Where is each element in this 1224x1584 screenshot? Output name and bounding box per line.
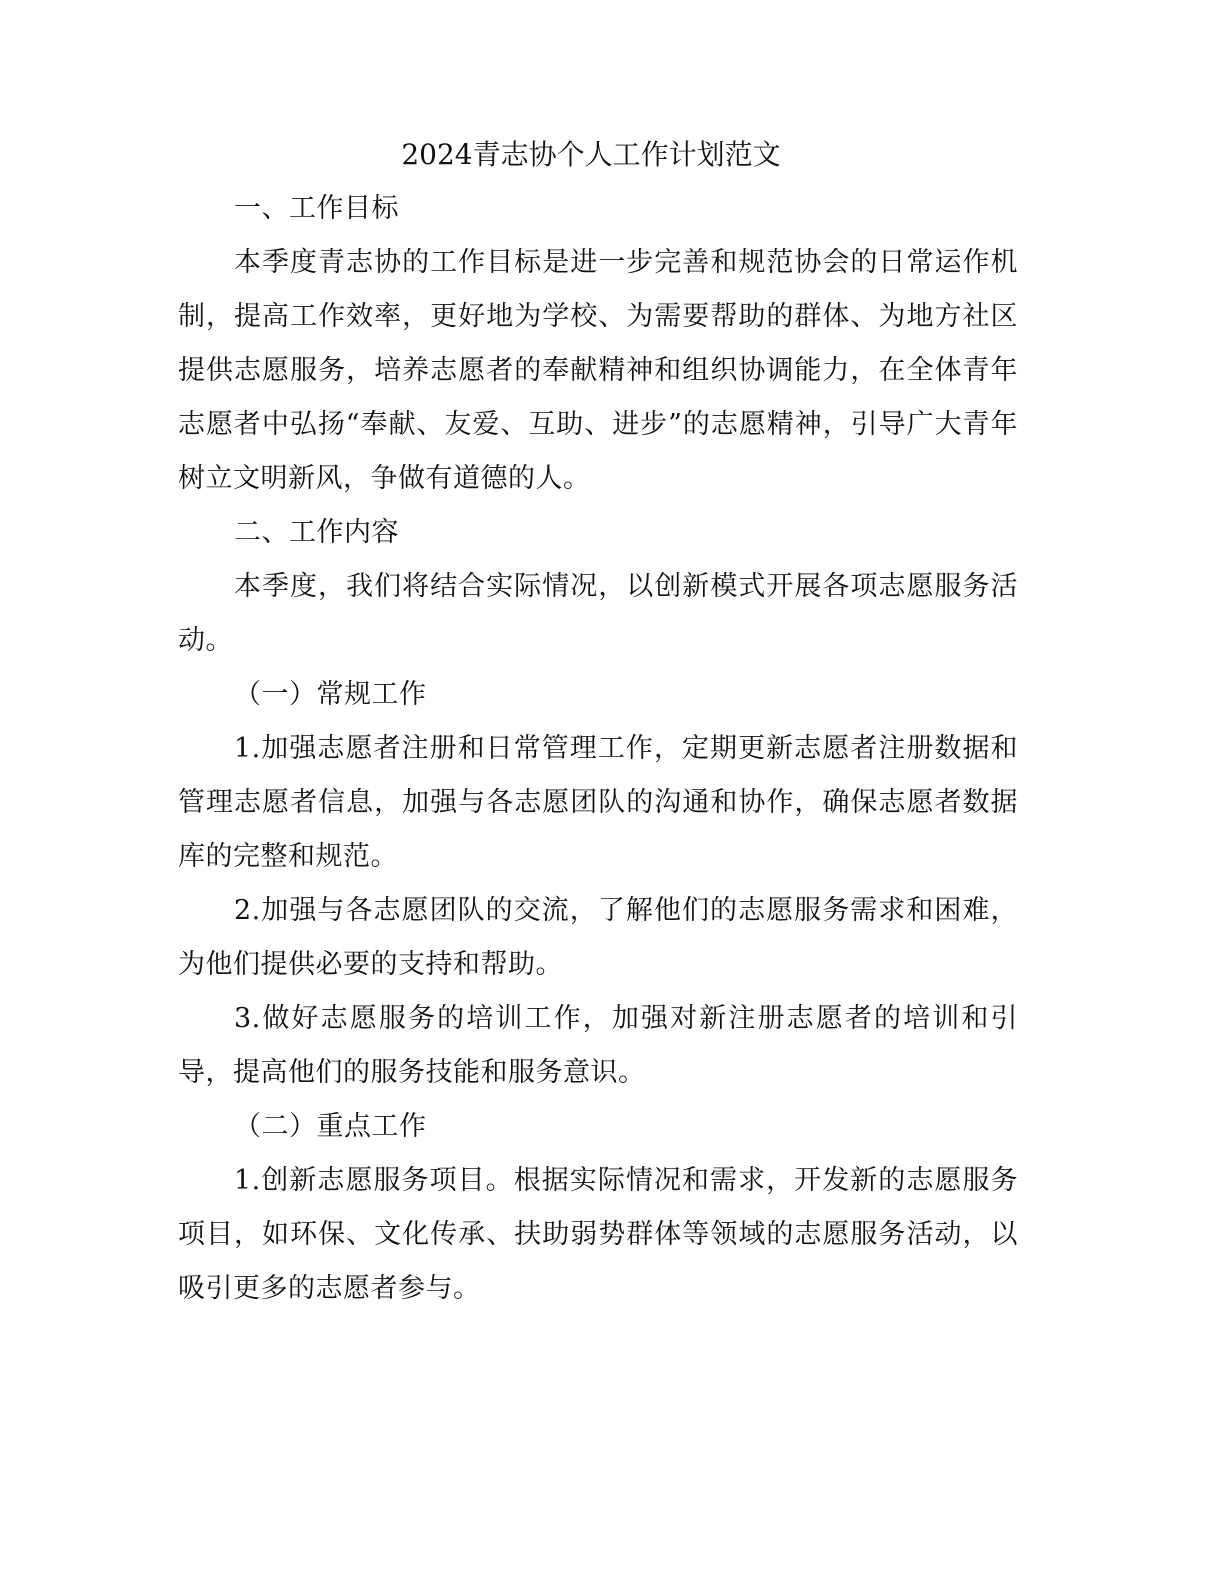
paragraph-routine-1: 1.加强志愿者注册和日常管理工作，定期更新志愿者注册数据和管理志愿者信息，加强与各志愿团队的沟通和协作，确保志愿者数据库的完整和规范。 <box>178 733 1018 872</box>
section-heading-content: 二、工作内容 <box>234 517 399 548</box>
subheading-routine-work: （一）常规工作 <box>234 679 427 710</box>
paragraph-content-intro: 本季度，我们将结合实际情况，以创新模式开展各项志愿服务活动。 <box>178 571 1018 656</box>
paragraph-routine-3: 3.做好志愿服务的培训工作，加强对新注册志愿者的培训和引导，提高他们的服务技能和服务意识。 <box>178 1003 1018 1088</box>
document-title: 2024青志协个人工作计划范文 <box>401 138 781 171</box>
document-page <box>178 128 1018 1316</box>
paragraph-key-1: 1.创新志愿服务项目。根据实际情况和需求，开发新的志愿服务项目，如环保、文化传承、扶助弱势群体等领域的志愿服务活动，以吸引更多的志愿者参与。 <box>178 1165 1018 1304</box>
section-heading-goals: 一、工作目标 <box>234 193 399 224</box>
paragraph-routine-2: 2.加强与各志愿团队的交流，了解他们的志愿服务需求和困难，为他们提供必要的支持和帮助。 <box>178 895 1018 980</box>
paragraph-goals: 本季度青志协的工作目标是进一步完善和规范协会的日常运作机制，提高工作效率，更好地为学校、为需要帮助的群体、为地方社区提供志愿服务，培养志愿者的奉献精神和组织协调能力，在全体青年志愿者中弘扬“奉献、友爱、互助、进步”的志愿精神，引导广大青年树立文明新风，争做有道德的人。 <box>178 247 1018 494</box>
subheading-key-work: （二）重点工作 <box>234 1111 427 1142</box>
